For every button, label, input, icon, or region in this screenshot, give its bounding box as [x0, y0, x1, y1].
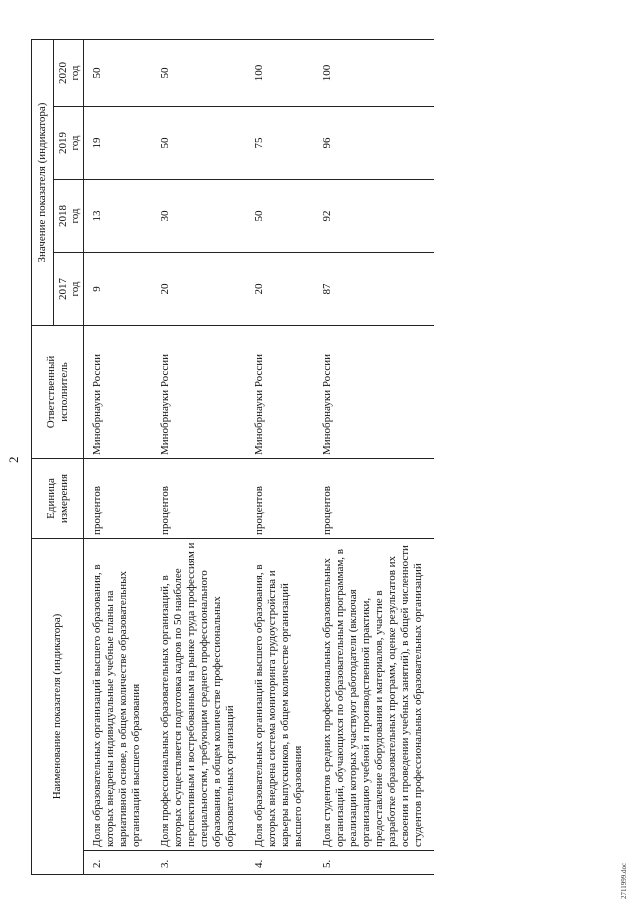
unit-cell: процентов	[314, 459, 434, 539]
row-number: 4.	[246, 851, 314, 875]
value-2020: 50	[84, 39, 153, 106]
value-2020: 100	[246, 39, 314, 106]
unit-cell: процентов	[84, 459, 153, 539]
row-number: 5.	[314, 851, 434, 875]
header-year-2018: 2018 год	[54, 180, 84, 253]
value-2017: 9	[84, 253, 153, 326]
table-row	[314, 39, 434, 874]
header-name: Наименование показателя (индикатора)	[32, 539, 84, 875]
value-2017: 87	[314, 253, 434, 326]
value-2020: 50	[152, 39, 246, 106]
row-number: 3.	[152, 851, 246, 875]
value-2019: 50	[152, 107, 246, 180]
value-2019: 19	[84, 107, 153, 180]
value-2017: 20	[246, 253, 314, 326]
unit-cell: процентов	[246, 459, 314, 539]
row-number: 2.	[84, 851, 153, 875]
value-2018: 50	[246, 180, 314, 253]
executor-cell: Минобрнауки России	[84, 326, 153, 459]
header-unit: Единица измерения	[32, 459, 84, 539]
document-code: 2711999.doc	[620, 862, 628, 899]
value-2020: 100	[314, 39, 434, 106]
header-values-group: Значение показателя (индикатора)	[32, 39, 54, 325]
indicator-name: Доля студентов средних профессиональных образовательных организаций, обучающихся по образовательным программам, в реализации которых участвуют работодатели (включая организацию учебной и производственной практики, предоставление оборудования и материалов, участие в разработке образовательных программ, оценке результатов их освоения и проведении учебных занятий), в общей численности студентов профессиональных образовательных организаций	[314, 539, 434, 851]
page-number: 2	[6, 456, 21, 463]
indicator-name: Доля профессиональных образовательных организаций, в которых осуществляется подготовка кадров по 50 наиболее перспективным и востребованным на рынке труда профессиям и специальностям, требующим среднего профессионального образования, в общем количестве профессиональных образовательных организаций	[152, 539, 246, 851]
header-year-2020: 2020 год	[54, 39, 84, 106]
unit-cell: процентов	[152, 459, 246, 539]
indicator-name: Доля образовательных организаций высшего образования, в которых внедрена система мониторинга трудоустройства и карьеры выпускников, в общем количестве организаций высшего образования	[246, 539, 314, 851]
executor-cell: Минобрнауки России	[152, 326, 246, 459]
value-2018: 92	[314, 180, 434, 253]
indicators-table	[31, 39, 434, 875]
executor-cell: Минобрнауки России	[246, 326, 314, 459]
table-row	[84, 39, 153, 874]
value-2019: 75	[246, 107, 314, 180]
value-2018: 13	[84, 180, 153, 253]
value-2018: 30	[152, 180, 246, 253]
header-year-2019: 2019 год	[54, 107, 84, 180]
value-2019: 96	[314, 107, 434, 180]
header-year-2017: 2017 год	[54, 253, 84, 326]
table-row	[152, 39, 246, 874]
header-executor: Ответственный исполнитель	[32, 326, 84, 459]
table-row	[246, 39, 314, 874]
executor-cell: Минобрнауки России	[314, 326, 434, 459]
indicator-name: Доля образовательных организаций высшего образования, в которых внедрены индивидуальные учебные планы на вариативной основе, в общем количестве образовательных организаций высшего образования	[84, 539, 153, 851]
value-2017: 20	[152, 253, 246, 326]
